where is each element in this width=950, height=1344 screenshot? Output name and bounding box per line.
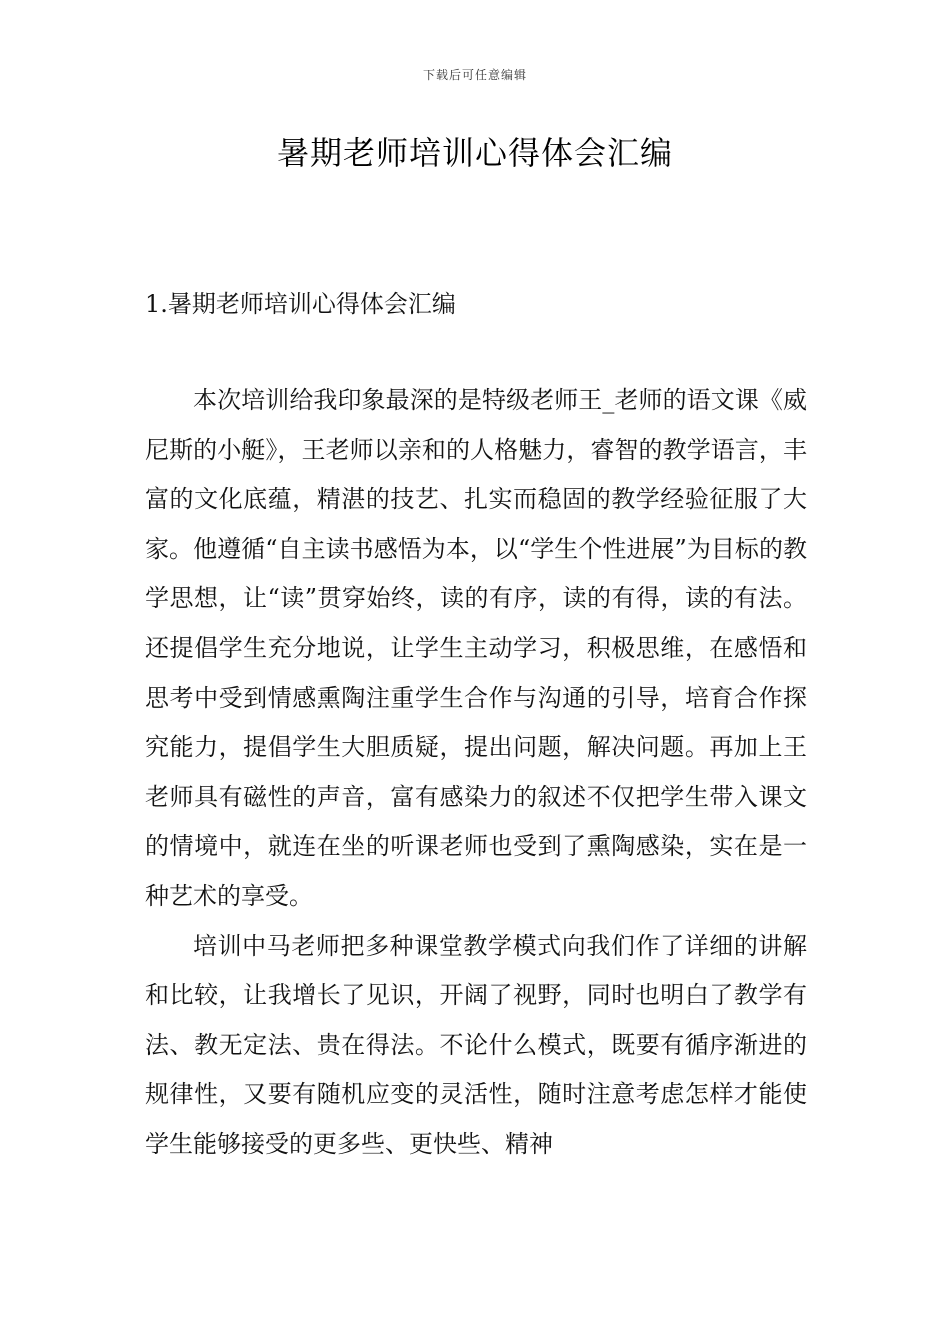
- paragraph: 培训中马老师把多种课堂教学模式向我们作了详细的讲解和比较，让我增长了见识，开阔了视野，同时也明白了教学有法、教无定法、贵在得法。不论什么模式，既要有循序渐进的规律性，又要有随机应变的灵活性，随时注意考虑怎样才能使学生能够接受的更多些、更快些、精神: [145, 931, 807, 1158]
- document-title: 暑期老师培训心得体会汇编: [276, 134, 673, 172]
- section-heading: 1.暑期老师培训心得体会汇编: [145, 290, 456, 318]
- header-note: 下载后可任意编辑: [422, 68, 527, 82]
- body-text: [145, 376, 807, 1170]
- paragraph: 本次培训给我印象最深的是特级老师王_老师的语文课《威尼斯的小艇》，王老师以亲和的人格魅力，睿智的教学语言，丰富的文化底蕴，精湛的技艺、扎实而稳固的教学经验征服了大家。他遵循“自主读书感悟为本，以“学生个性进展”为目标的教学思想，让“读”贯穿始终，读的有序，读的有得，读的有法。还提倡学生充分地说，让学生主动学习，积极思维，在感悟和思考中受到情感熏陶注重学生合作与沟通的引导，培育合作探究能力，提倡学生大胆质疑，提出问题，解决问题。再加上王老师具有磁性的声音，富有感染力的叙述不仅把学生带入课文的情境中，就连在坐的听课老师也受到了熏陶感染，实在是一种艺术的享受。: [145, 386, 807, 910]
